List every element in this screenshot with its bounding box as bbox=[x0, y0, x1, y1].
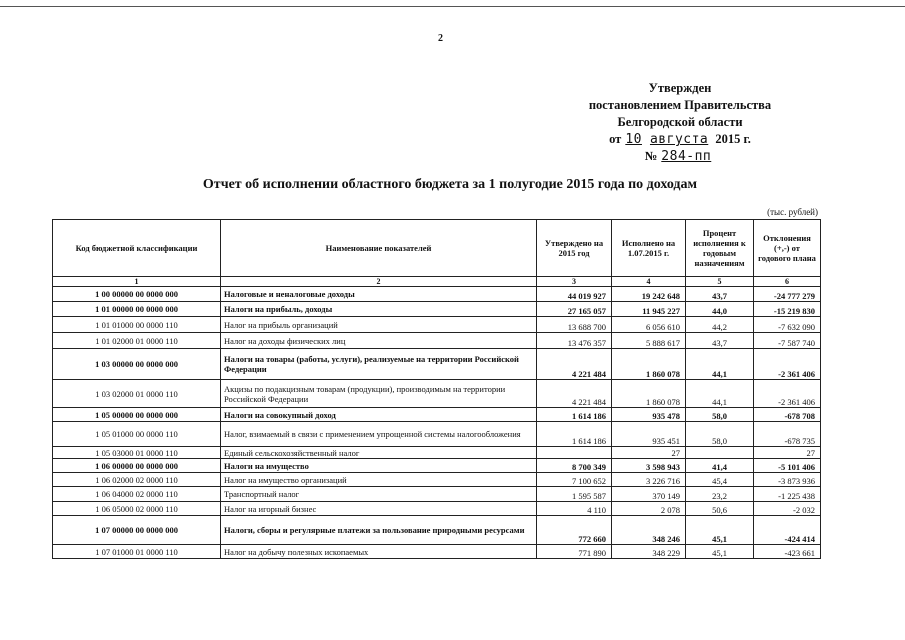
col-number: 1 bbox=[53, 277, 221, 287]
row-percent: 45,4 bbox=[686, 473, 754, 487]
table-row bbox=[53, 473, 821, 487]
row-percent: 44,0 bbox=[686, 302, 754, 317]
row-deviation: -5 101 406 bbox=[754, 459, 821, 473]
row-executed: 1 860 078 bbox=[612, 349, 686, 380]
col-number: 2 bbox=[221, 277, 537, 287]
row-executed: 935 478 bbox=[612, 408, 686, 422]
col-number: 6 bbox=[754, 277, 821, 287]
row-deviation: -423 661 bbox=[754, 545, 821, 559]
row-code: 1 00 00000 00 0000 000 bbox=[53, 287, 221, 302]
table-row bbox=[53, 317, 821, 333]
revenue-table bbox=[52, 219, 821, 559]
table-row bbox=[53, 459, 821, 473]
row-approved: 7 100 652 bbox=[537, 473, 612, 487]
row-approved: 13 476 357 bbox=[537, 333, 612, 349]
row-name: Транспортный налог bbox=[221, 487, 537, 502]
row-approved: 771 890 bbox=[537, 545, 612, 559]
row-deviation: -678 735 bbox=[754, 422, 821, 447]
approval-year: 2015 г. bbox=[715, 132, 751, 146]
row-executed: 19 242 648 bbox=[612, 287, 686, 302]
row-executed: 27 bbox=[612, 447, 686, 459]
row-executed: 3 598 943 bbox=[612, 459, 686, 473]
row-approved: 1 595 587 bbox=[537, 487, 612, 502]
row-code: 1 06 02000 02 0000 110 bbox=[53, 473, 221, 487]
row-deviation: -2 032 bbox=[754, 502, 821, 516]
col-number: 4 bbox=[612, 277, 686, 287]
column-number-row bbox=[53, 277, 821, 287]
row-code: 1 01 00000 00 0000 000 bbox=[53, 302, 221, 317]
row-executed: 348 246 bbox=[612, 516, 686, 545]
row-percent: 44,1 bbox=[686, 380, 754, 408]
approval-from-prefix: от bbox=[609, 132, 622, 146]
approval-stamp bbox=[560, 80, 800, 165]
row-code: 1 06 00000 00 0000 000 bbox=[53, 459, 221, 473]
row-code: 1 03 02000 01 0000 110 bbox=[53, 380, 221, 408]
row-executed: 5 888 617 bbox=[612, 333, 686, 349]
header-percent: Процент исполнения к годовым назначениям bbox=[686, 220, 754, 277]
row-percent: 44,2 bbox=[686, 317, 754, 333]
row-approved: 772 660 bbox=[537, 516, 612, 545]
row-name: Налог на прибыль организаций bbox=[221, 317, 537, 333]
row-code: 1 01 02000 01 0000 110 bbox=[53, 333, 221, 349]
row-executed: 935 451 bbox=[612, 422, 686, 447]
header-code: Код бюджетной классификации bbox=[53, 220, 221, 277]
row-approved: 1 614 186 bbox=[537, 422, 612, 447]
approval-number-prefix: № bbox=[644, 149, 658, 163]
row-executed: 348 229 bbox=[612, 545, 686, 559]
header-name: Наименование показателей bbox=[221, 220, 537, 277]
table-row bbox=[53, 487, 821, 502]
row-code: 1 06 04000 02 0000 110 bbox=[53, 487, 221, 502]
table-row bbox=[53, 545, 821, 559]
row-executed: 1 860 078 bbox=[612, 380, 686, 408]
row-deviation: -24 777 279 bbox=[754, 287, 821, 302]
row-name: Налоги на имущество bbox=[221, 459, 537, 473]
table-body bbox=[53, 287, 821, 559]
approval-date-line bbox=[560, 131, 800, 148]
table-row bbox=[53, 422, 821, 447]
row-executed: 370 149 bbox=[612, 487, 686, 502]
row-approved: 4 110 bbox=[537, 502, 612, 516]
row-approved: 44 019 927 bbox=[537, 287, 612, 302]
row-name: Акцизы по подакцизным товарам (продукции), производимым на территории Российской Федерации bbox=[221, 380, 537, 408]
row-name: Налоги на прибыль, доходы bbox=[221, 302, 537, 317]
row-approved: 4 221 484 bbox=[537, 349, 612, 380]
row-deviation: -2 361 406 bbox=[754, 380, 821, 408]
header-executed: Исполнено на 1.07.2015 г. bbox=[612, 220, 686, 277]
row-name: Налоги, сборы и регулярные платежи за пользование природными ресурсами bbox=[221, 516, 537, 545]
row-name: Налог на доходы физических лиц bbox=[221, 333, 537, 349]
row-name: Налог, взимаемый в связи с применением упрощенной системы налогообложения bbox=[221, 422, 537, 447]
approval-line-3: Белгородской области bbox=[617, 115, 743, 129]
row-executed: 11 945 227 bbox=[612, 302, 686, 317]
units-label: (тыс. рублей) bbox=[767, 207, 818, 217]
row-percent bbox=[686, 447, 754, 459]
row-percent: 43,7 bbox=[686, 287, 754, 302]
table-row bbox=[53, 302, 821, 317]
table-row bbox=[53, 408, 821, 422]
header-approved: Утверждено на 2015 год bbox=[537, 220, 612, 277]
table-row bbox=[53, 502, 821, 516]
row-name: Налог на игорный бизнес bbox=[221, 502, 537, 516]
approval-number-line bbox=[560, 148, 800, 165]
row-percent: 45,1 bbox=[686, 516, 754, 545]
row-deviation: -2 361 406 bbox=[754, 349, 821, 380]
row-deviation: -15 219 830 bbox=[754, 302, 821, 317]
table-row bbox=[53, 380, 821, 408]
row-deviation: -424 414 bbox=[754, 516, 821, 545]
approval-month: августа bbox=[649, 132, 709, 147]
row-percent: 45,1 bbox=[686, 545, 754, 559]
table-row bbox=[53, 349, 821, 380]
row-executed: 3 226 716 bbox=[612, 473, 686, 487]
row-name: Налоговые и неналоговые доходы bbox=[221, 287, 537, 302]
row-percent: 23,2 bbox=[686, 487, 754, 502]
table-header-row bbox=[53, 220, 821, 277]
row-approved: 13 688 700 bbox=[537, 317, 612, 333]
col-number: 3 bbox=[537, 277, 612, 287]
row-code: 1 05 00000 00 0000 000 bbox=[53, 408, 221, 422]
table-row bbox=[53, 333, 821, 349]
table-row bbox=[53, 447, 821, 459]
row-approved: 4 221 484 bbox=[537, 380, 612, 408]
document-title: Отчет об исполнении областного бюджета за 1 полугодие 2015 года по доходам bbox=[202, 177, 698, 192]
table-row bbox=[53, 516, 821, 545]
row-percent: 44,1 bbox=[686, 349, 754, 380]
row-name: Налог на имущество организаций bbox=[221, 473, 537, 487]
approval-line-1: Утвержден bbox=[648, 81, 712, 95]
col-number: 5 bbox=[686, 277, 754, 287]
row-deviation: -7 587 740 bbox=[754, 333, 821, 349]
row-code: 1 06 05000 02 0000 110 bbox=[53, 502, 221, 516]
row-deviation: -3 873 936 bbox=[754, 473, 821, 487]
row-name: Налоги на совокупный доход bbox=[221, 408, 537, 422]
row-deviation: -7 632 090 bbox=[754, 317, 821, 333]
row-executed: 2 078 bbox=[612, 502, 686, 516]
approval-number: 284-пп bbox=[661, 149, 712, 164]
row-percent: 41,4 bbox=[686, 459, 754, 473]
row-code: 1 03 00000 00 0000 000 bbox=[53, 349, 221, 380]
row-code: 1 07 01000 01 0000 110 bbox=[53, 545, 221, 559]
approval-day: 10 bbox=[625, 132, 642, 147]
page-top-edge bbox=[0, 6, 905, 7]
header-deviation: Отклонения (+,-) от годового плана bbox=[754, 220, 821, 277]
row-approved bbox=[537, 447, 612, 459]
row-percent: 50,6 bbox=[686, 502, 754, 516]
row-code: 1 01 01000 00 0000 110 bbox=[53, 317, 221, 333]
table-row bbox=[53, 287, 821, 302]
row-approved: 8 700 349 bbox=[537, 459, 612, 473]
approval-line-2: постановлением Правительства bbox=[588, 98, 772, 112]
page-number: 2 bbox=[438, 33, 443, 44]
row-name: Единый сельскохозяйственный налог bbox=[221, 447, 537, 459]
row-name: Налоги на товары (работы, услуги), реализуемые на территории Российской Федерации bbox=[221, 349, 537, 380]
row-percent: 43,7 bbox=[686, 333, 754, 349]
row-code: 1 05 03000 01 0000 110 bbox=[53, 447, 221, 459]
row-code: 1 07 00000 00 0000 000 bbox=[53, 516, 221, 545]
row-deviation: -678 708 bbox=[754, 408, 821, 422]
row-executed: 6 056 610 bbox=[612, 317, 686, 333]
row-percent: 58,0 bbox=[686, 408, 754, 422]
row-approved: 1 614 186 bbox=[537, 408, 612, 422]
row-percent: 58,0 bbox=[686, 422, 754, 447]
row-code: 1 05 01000 00 0000 110 bbox=[53, 422, 221, 447]
row-name: Налог на добычу полезных ископаемых bbox=[221, 545, 537, 559]
row-approved: 27 165 057 bbox=[537, 302, 612, 317]
row-deviation: -1 225 438 bbox=[754, 487, 821, 502]
row-deviation: 27 bbox=[754, 447, 821, 459]
